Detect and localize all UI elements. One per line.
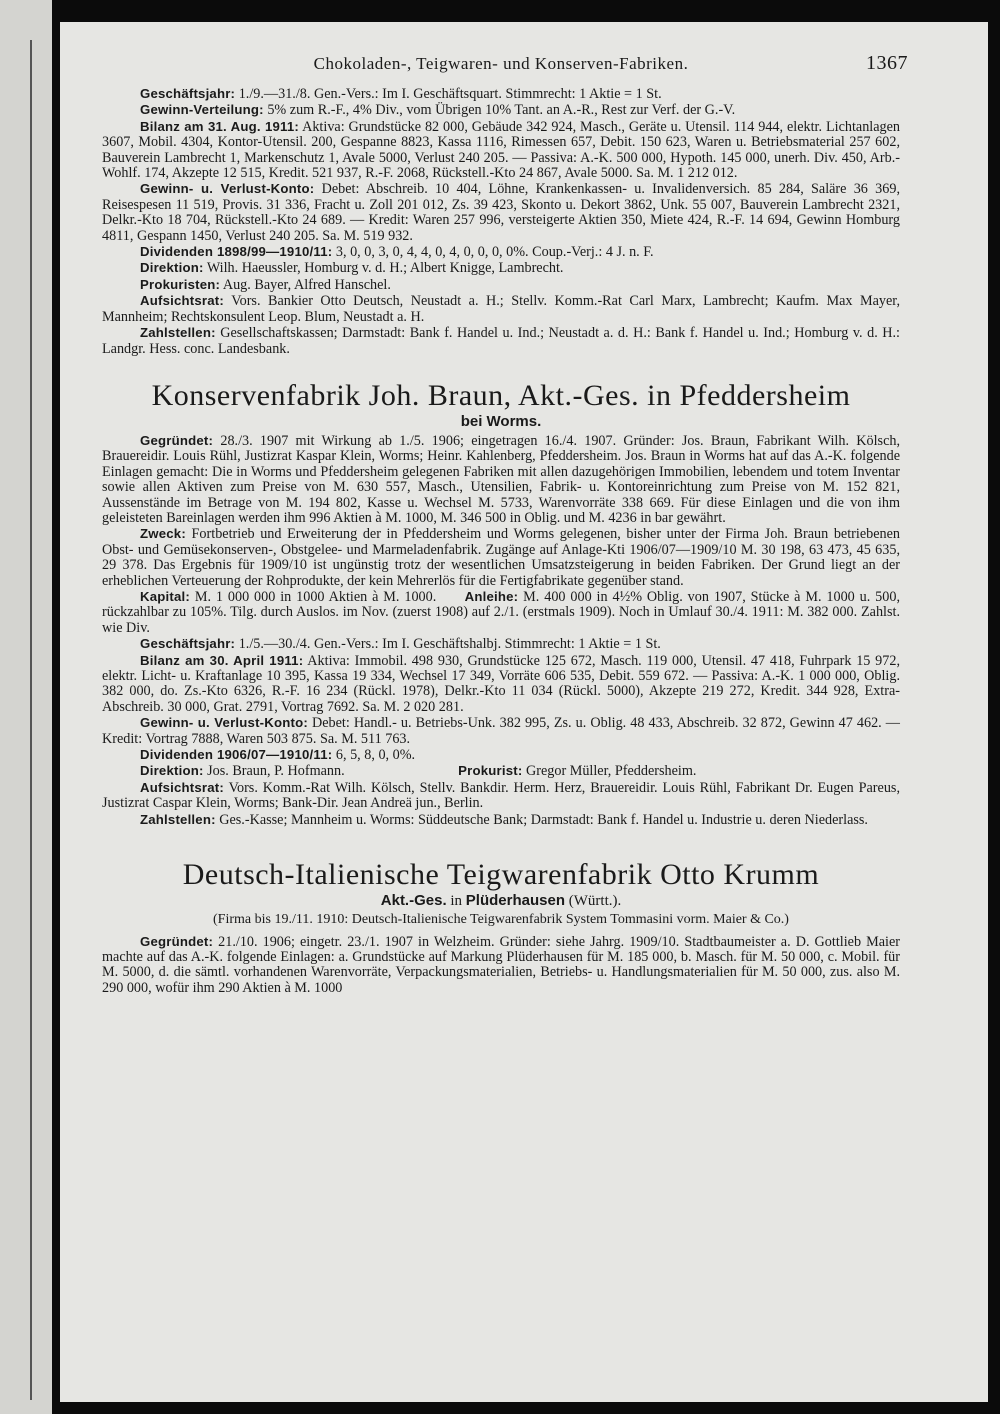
- entry-label-2: Prokurist:: [458, 763, 523, 779]
- entry-direktion: [102, 763, 900, 779]
- entry-text-2: Gregor Müller, Pfeddersheim.: [525, 763, 697, 780]
- company-subtitle: [102, 413, 900, 431]
- left-page-edge: [0, 0, 52, 1414]
- entry-label: Direktion:: [140, 260, 204, 276]
- left-page-rule: [30, 40, 32, 1400]
- entry-bilanz: [102, 119, 900, 182]
- entry-geschaeftsjahr: [102, 636, 900, 652]
- entry-zweck: [102, 526, 900, 589]
- entry-text: Gesellschaftskassen; Darmstadt: Bank f. Handel u. Ind.; Neustadt a. d. H.: Bank f. Handel u. Ind.; Homburg v. d. H.: Landgr. Hess. conc. Landesbank.: [102, 325, 900, 357]
- entry-text: Fortbetrieb und Erweiterung der in Pfeddersheim und Worms gelegenen, bisher unter der Firma Joh. Braun betriebenen Obst- und Gemüsekonserven-, Obstgelee- und Marmeladenfabrik. Zugänge auf Anlage-Kti 1906/07—1909/10 M. 30 198, 63 473, 45 635, 29 378. Das Ergebnis für 1909/10 ist ungünstig trotz der wesentlichen Umsatzsteigerung in beiden Fabriken. Der Grund liegt an der erheblichen Verteuerung der Rohprodukte, der kein Mehrerlös für die Fertigfabrikate gegenüber stand.: [102, 526, 900, 589]
- entry-text: 3, 0, 0, 3, 0, 4, 4, 0, 4, 0, 0, 0, 0%. Coup.-Verj.: 4 J. n. F.: [335, 244, 654, 261]
- entry-text: 21./10. 1906; eingetr. 23./1. 1907 in Welzheim. Gründer: siehe Jahrg. 1909/10. Stadtbaumeister a. D. Gottlieb Maier machte auf das A.-K. folgende Einlagen: a. Grundstücke auf Markung Plüderhausen für M. 185 000, b. Masch. für M. 50 000, c. Mobil. für M. 5000, d. die sämtl. vorhandenen Warenvorräte, Verpackungsmaterialien, Betriebs- u. Handlungsmaterialien für M. 50 000, zus. also M. 290 000, wofür ihm 290 Aktien à M. 1000: [102, 933, 900, 996]
- entry-label: Gegründet:: [140, 933, 214, 949]
- entry-label: Aufsichtsrat:: [140, 293, 224, 309]
- entry-label: Geschäftsjahr:: [140, 86, 236, 101]
- entry-label: Gewinn- u. Verlust-Konto:: [140, 715, 308, 731]
- entry-label: Kapital:: [140, 588, 190, 604]
- company-title: Deutsch-Italienische Teigwarenfabrik Otto Krumm: [182, 858, 820, 892]
- entry-kapital: [102, 589, 900, 636]
- running-head-title: Chokoladen-, Teigwaren- und Konserven-Fabriken.: [313, 54, 689, 73]
- entry-text: Debet: Handl.- u. Betriebs-Unk. 382 995, Zs. u. Oblig. 48 433, Abschreib. 32 872, Gewinn 47 462. — Kredit: Vortrag 7888, Waren 503 875. Sa. M. 511 763.: [102, 715, 900, 747]
- entry-label: Bilanz am 31. Aug. 1911:: [140, 118, 299, 134]
- entry-bilanz: [102, 653, 900, 716]
- entry-label: Gegründet:: [140, 432, 214, 448]
- entry-text: Wilh. Haeussler, Homburg v. d. H.; Albert Knigge, Lambrecht.: [206, 260, 564, 277]
- entry-text: Aktiva: Grundstücke 82 000, Gebäude 342 924, Masch., Geräte u. Utensil. 114 944, elektr. Lichtanlagen 3607, Mobil. 4304, Kontor-Utensil. 200, Gespanne 8823, Kassa 1116, Rimessen 657, Debit. 150 623, Waren u. Betriebsmaterial 257 602, Bauverein Lambrecht 1, Markenschutz 1, Avale 5000, Verlust 240 205. — Passiva: A.-K. 500 000, Hypoth. 145 000, unerh. Div. 450, Arb.-Wohlf. 174, Akzepte 12 515, Kredit. 521 937, R.-F. 2068, Rückstell.-Kto 24 867, Avale 5000. Sa. M. 1 212 012.: [102, 118, 901, 182]
- page-number: 1367: [866, 52, 908, 74]
- entry-gewinn-verlust: [102, 715, 900, 747]
- entry-text: Debet: Abschreib. 10 404, Löhne, Krankenkassen- u. Invalidenversich. 85 284, Saläre 36 369, Reisespesen 11 519, Provis. 31 336, Fracht u. Zoll 201 012, Zs. 39 423, Skonto u. Dekort 3862, Unk. 55 007, Bauverein Lambrecht 2321, Delkr.-Kto 18 704, Rückstell.-Kto 24 689. — Kredit: Waren 257 996, versteigerte Aktien 350, Miete 424, R.-F. 14 694, Gewinn Homburg 4811, Gespann 1450, Verlust 240 205. Sa. M. 519 932.: [102, 181, 900, 244]
- entry-zahlstellen: [102, 325, 900, 357]
- entry-text: 5% zum R.-F., 4% Div., vom Übrigen 10% Tant. an A.-R., Rest zur Verf. der G.-V.: [267, 102, 736, 119]
- entry-label: Gewinn-Verteilung:: [140, 102, 264, 118]
- entry-text: 28./3. 1907 mit Wirkung ab 1./5. 1906; eingetragen 16./4. 1907. Gründer: Jos. Braun, Fabrikant Wilh. Kölsch, Brauereidir. Louis Rühl, Justizrat Kaspar Klein, Worms; Heinr. Kahlenberg, Pfeddersheim. Jos. Braun in Worms hat auf das A.-K. folgende Einlagen gemacht: Die in Worms und Pfeddersheim gelegenen Fabriken mit allen dazugehörigen Immobilien, lebendem und totem Inventar sowie allen Aktiven zum Preise von M. 630 557, Masch., Utensilien, Fabrik- u. Kontoreinrichtung zum Preise von M. 152 821, Aussenstände im Betrage von M. 194 802, Kasse u. Wechsel M. 5733, Warenvorräte 338 669. Für diese Einlagen und die von ihm geleisteten Bareinlagen werden ihm 996 Aktien à M. 1000, M. 346 500 in Oblig. und M. 4236 in bar gewährt.: [102, 432, 901, 526]
- entry-text: 1./9.—31./8. Gen.-Vers.: Im I. Geschäftsquart. Stimmrecht: 1 Aktie = 1 St.: [238, 86, 662, 102]
- company-subtitle-place: Plüderhausen: [465, 892, 565, 910]
- entry-label: Dividenden 1898/99—1910/11:: [140, 244, 333, 260]
- entry-label: Zweck:: [140, 526, 186, 542]
- company-note: (Firma bis 19./11. 1910: Deutsch-Italienische Teigwarenfabrik System Tommasini vorm. Maier & Co.): [213, 912, 789, 928]
- entry-aufsichtsrat: [102, 780, 900, 812]
- entry-text: Vors. Komm.-Rat Wilh. Kölsch, Stellv. Bankdir. Herm. Herz, Brauereidir. Louis Rühl, Fabrikant Dr. Eugen Pareus, Justizrat Caspar Klein, Worms; Bank-Dir. Jean Andreä jun., Berlin.: [102, 779, 900, 812]
- entry-label: Direktion:: [140, 763, 204, 779]
- entry-dividenden: [102, 747, 900, 763]
- running-head: [102, 50, 908, 86]
- entry-text: Jos. Braun, P. Hofmann.: [207, 763, 345, 780]
- entry-label: Aufsichtsrat:: [140, 779, 224, 795]
- company-subtitle-bold: Akt.-Ges.: [380, 892, 447, 910]
- entry-label: Gewinn- u. Verlust-Konto:: [140, 181, 315, 197]
- entry-aufsichtsrat: [102, 293, 900, 325]
- entry-text: Vors. Bankier Otto Deutsch, Neustadt a. H.; Stellv. Komm.-Rat Carl Marx, Lambrecht; Kaufm. Max Mayer, Mannheim; Rechtskonsulent Leop. Blum, Neustadt a. H.: [102, 293, 900, 325]
- entry-text: 1./5.—30./4. Gen.-Vers.: Im I. Geschäftshalbj. Stimmrecht: 1 Aktie = 1 St.: [238, 636, 661, 653]
- entry-text: 6, 5, 8, 0, 0%.: [335, 747, 416, 764]
- entry-label: Zahlstellen:: [140, 811, 216, 827]
- entry-zahlstellen: [102, 812, 900, 828]
- entry-text-2: M. 400 000 in 4½% Oblig. von 1907, Stücke à M. 1000 u. 500, rückzahlbar zu 105%. Tilg. durch Auslos. im Nov. (zuerst 1908) auf 2./1. (erstmals 1909). Noch in Umlauf 30./4. 1911: M. 382 000. Zahlst. wie Div.: [102, 588, 900, 636]
- entry-label: Zahlstellen:: [140, 325, 216, 341]
- document-page: [60, 22, 988, 1402]
- company-subtitle-text: bei Worms.: [460, 412, 542, 430]
- entry-label: Bilanz am 30. April 1911:: [140, 652, 304, 668]
- entry-gewinn-verlust: [102, 181, 900, 244]
- company-subtitle: [102, 892, 900, 910]
- entry-text: Aktiva: Immobil. 498 930, Grundstücke 125 672, Masch. 119 000, Utensil. 47 418, Fuhrpark 15 972, elektr. Licht- u. Kraftanlage 10 395, Kassa 19 334, Wechsel 17 349, Vorräte 606 535, Debit. 559 672. — Passiva: A.-K. 1 000 000, Oblig. 382 000, do. Zs.-Kto 6326, R.-F. 16 234 (Rückl. 1978), Delkr.-Kto 11 034 (Rückl. 5000), Akzepte 219 272, Kredit. 344 928, Extra-Abschreib. 30 000, Grat. 2791, Vortrag 7692. Sa. M. 2 020 281.: [102, 652, 900, 715]
- company-title: Konservenfabrik Joh. Braun, Akt.-Ges. in Pfeddersheim: [151, 378, 851, 412]
- entry-gegruendet: [102, 433, 900, 526]
- entry-label: Dividenden 1906/07—1910/11:: [140, 747, 333, 763]
- entry-label: Prokuristen:: [140, 276, 221, 292]
- entry-text: M. 1 000 000 in 1000 Aktien à M. 1000.: [194, 588, 437, 605]
- entry-text: Aug. Bayer, Alfred Hanschel.: [222, 276, 391, 293]
- entry-gegruendet: [102, 934, 900, 997]
- entry-label-2: Anleihe:: [464, 588, 519, 604]
- entry-gewinn-verteilung: [102, 102, 900, 118]
- page-content: [102, 50, 908, 996]
- company-subtitle-in: in: [450, 893, 463, 910]
- entry-dividenden: [102, 244, 900, 260]
- entry-geschaeftsjahr: [102, 86, 900, 102]
- company-subtitle-tail: (Württ.).: [568, 893, 622, 910]
- entry-text: Ges.-Kasse; Mannheim u. Worms: Süddeutsche Bank; Darmstadt: Bank f. Handel u. Industrie u. deren Niederlass.: [219, 811, 868, 828]
- entry-label: Geschäftsjahr:: [140, 636, 236, 652]
- entry-direktion: [102, 260, 900, 276]
- entry-prokuristen: [102, 277, 900, 293]
